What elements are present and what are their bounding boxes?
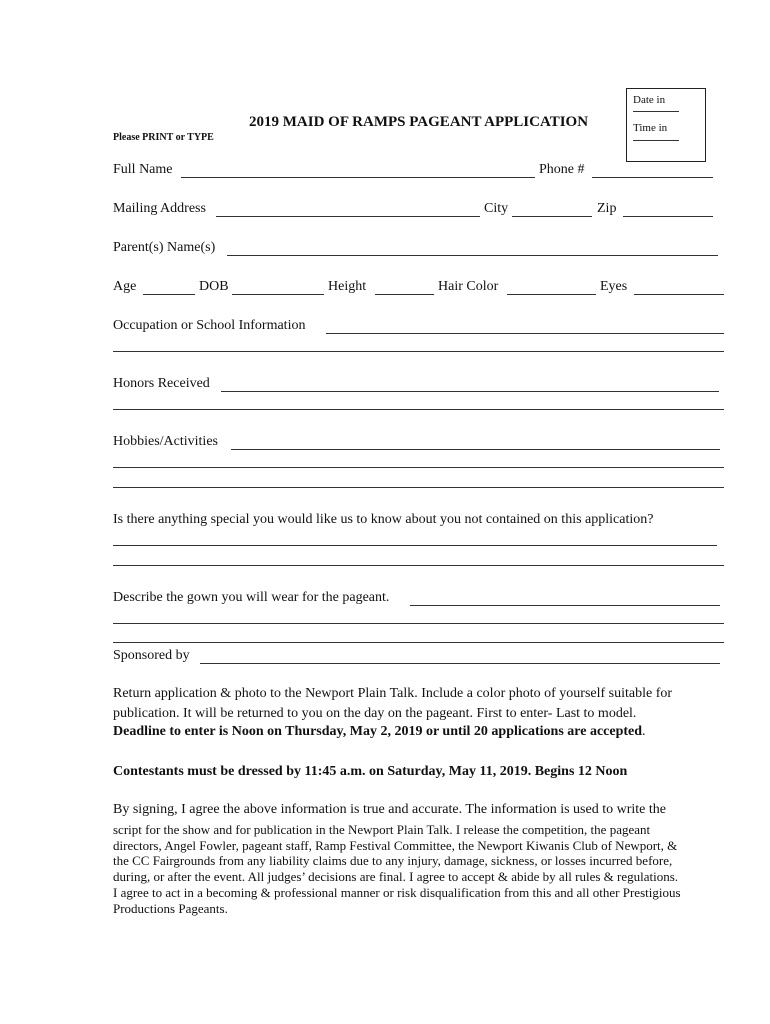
return-info-line-2: publication. It will be returned to you on the day on the pageant. First to enter- Last to model. <box>113 706 637 721</box>
agreement-line-4: the CC Fairgrounds from any liability claims due to any injury, damage, sickness, or losses incurred before, <box>113 853 673 868</box>
full-name-field[interactable] <box>181 177 535 178</box>
gown-field[interactable] <box>410 605 720 606</box>
hair-color-label: Hair Color <box>438 279 499 294</box>
city-label: City <box>484 201 509 216</box>
occupation-field[interactable] <box>326 333 724 334</box>
date-in-label: Date in <box>633 94 666 106</box>
height-label: Height <box>328 279 367 294</box>
page-title: 2019 MAID OF RAMPS PAGEANT APPLICATION <box>249 114 589 130</box>
gown-label: Describe the gown you will wear for the pageant. <box>113 590 390 605</box>
zip-field[interactable] <box>623 216 713 217</box>
time-in-field[interactable] <box>633 140 679 141</box>
phone-label: Phone # <box>539 162 585 177</box>
hair-color-field[interactable] <box>507 294 596 295</box>
eyes-label: Eyes <box>600 279 628 294</box>
deadline-line <box>113 724 646 740</box>
contestants-notice: Contestants must be dressed by 11:45 a.m. on Saturday, May 11, 2019. Begins 12 Noon <box>113 764 628 779</box>
age-field[interactable] <box>143 294 195 295</box>
city-field[interactable] <box>512 216 592 217</box>
mailing-address-field[interactable] <box>216 216 480 217</box>
zip-label: Zip <box>597 201 617 216</box>
gown-field-line-2[interactable] <box>113 623 724 624</box>
return-info-line-1: Return application & photo to the Newport Plain Talk. Include a color photo of yourself suitable for <box>113 686 673 701</box>
sponsored-label: Sponsored by <box>113 648 190 663</box>
honors-field[interactable] <box>221 391 719 392</box>
date-time-box <box>626 88 706 162</box>
gown-field-line-3[interactable] <box>113 642 724 643</box>
print-note: Please PRINT or TYPE <box>113 132 214 143</box>
honors-field-line-2[interactable] <box>113 409 724 410</box>
occupation-label: Occupation or School Information <box>113 318 306 333</box>
agreement-line-6: I agree to act in a becoming & professional manner or risk disqualification from this and all other Prestigious <box>113 885 681 900</box>
deadline-text: Deadline to enter is Noon on Thursday, May 2, 2019 or until 20 applications are accepted <box>113 724 643 739</box>
occupation-field-line-2[interactable] <box>113 351 724 352</box>
dob-field[interactable] <box>232 294 324 295</box>
phone-field[interactable] <box>592 177 713 178</box>
eyes-field[interactable] <box>634 294 724 295</box>
special-field-line-2[interactable] <box>113 565 724 566</box>
full-name-label: Full Name <box>113 162 173 177</box>
honors-label: Honors Received <box>113 376 210 391</box>
special-field[interactable] <box>113 545 717 546</box>
hobbies-field-line-3[interactable] <box>113 487 724 488</box>
deadline-period: . <box>642 724 646 739</box>
sponsored-field[interactable] <box>200 663 720 664</box>
age-label: Age <box>113 279 137 294</box>
parents-label: Parent(s) Name(s) <box>113 240 216 255</box>
date-in-field[interactable] <box>633 111 679 112</box>
hobbies-field[interactable] <box>231 449 720 450</box>
special-label: Is there anything special you would like us to know about you not contained on this application? <box>113 512 654 527</box>
agreement-line-5: during, or after the event. All judges’ decisions are final. I agree to accept & abide by all rules & regulations. <box>113 869 679 884</box>
parents-field[interactable] <box>227 255 718 256</box>
mailing-address-label: Mailing Address <box>113 201 206 216</box>
agreement-line-3: directors, Angel Fowler, pageant staff, Ramp Festival Committee, the Newport Kiwanis Club of Newport, & <box>113 838 678 853</box>
hobbies-label: Hobbies/Activities <box>113 434 218 449</box>
agreement-line-7: Productions Pageants. <box>113 901 228 916</box>
time-in-label: Time in <box>633 122 668 134</box>
dob-label: DOB <box>199 279 229 294</box>
agreement-line-2: script for the show and for publication in the Newport Plain Talk. I release the competition, the pageant <box>113 822 651 837</box>
agreement-line-1: By signing, I agree the above information is true and accurate. The information is used to write the <box>113 802 666 817</box>
height-field[interactable] <box>375 294 434 295</box>
hobbies-field-line-2[interactable] <box>113 467 724 468</box>
